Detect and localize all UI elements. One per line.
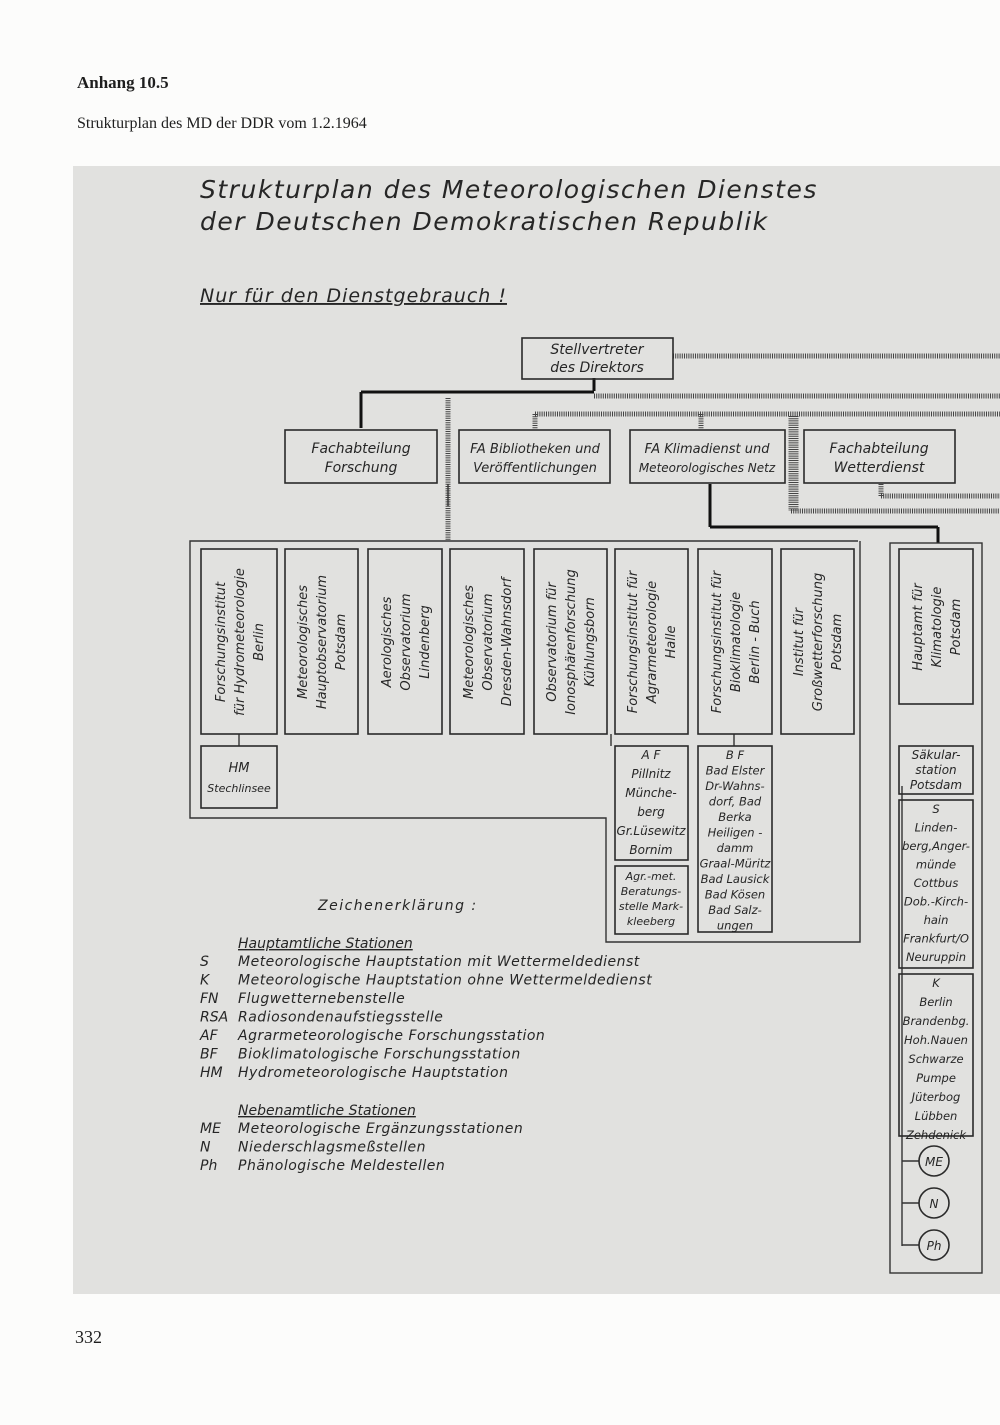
department-label-line2: Meteorologisches Netz [638,461,776,475]
legend-code: BF [200,1046,218,1063]
classification-note: Nur für den Dienstgebrauch ! [200,285,507,307]
institute-label-line: Ionosphärenforschung [564,569,579,715]
legend-code: FN [200,991,219,1007]
station-list-item: Bad Kösen [704,887,766,902]
legend-description: Meteorologische Ergänzungsstationen [238,1121,524,1137]
station-list-item: Linden- [914,820,958,835]
legend-description: Radiosondenaufstiegsstelle [238,1009,444,1026]
station-list-item: berg [637,805,665,819]
department-label-line1: Fachabteilung [311,441,411,457]
org-chart [73,166,1000,1294]
institute-label-line: Institut für [792,607,807,677]
department-label-line1: FA Bibliotheken und [470,442,600,457]
deputy-line1: Stellvertreter [550,342,644,358]
station-list-item: dorf, Bad [708,794,762,809]
institute-label-line: Observatorium [399,593,414,691]
hm-station-name: Stechlinsee [207,782,271,795]
legend-code: HM [200,1065,223,1081]
legend-description: Meteorologische Hauptstation mit Wettermeldedienst [238,954,640,970]
station-list-item: stelle Mark- [618,900,684,913]
department-label-line2: Forschung [324,460,398,476]
station-list-item: Dr-Wahns- [705,779,765,793]
legend-title: Zeichenerklärung : [318,898,478,914]
station-list-item: A F [641,748,661,762]
circle-me-label: ME [925,1155,943,1169]
institute-label-line: Lindenberg [418,605,433,679]
legend-code: AF [200,1028,218,1044]
institute-label-line: Forschungsinstitut für [626,570,641,714]
institute-labels [214,568,964,716]
legend-description: Flugwetternebenstelle [238,991,406,1007]
station-list-item: Bad Lausick [700,872,770,886]
scanned-chart [73,166,1000,1294]
station-list-item: Heiligen - [707,825,763,840]
page-number: 332 [75,1327,102,1347]
institute-label-line: Halle [664,625,679,659]
institute-label-line: Hauptobservatorium [315,574,330,710]
station-list-item: münde [915,857,957,872]
legend-description: Meteorologische Hauptstation ohne Wettermeldedienst [238,972,653,989]
institute-label-line: Potsdam [334,613,349,671]
station-list-item: Potsdam [909,778,963,792]
deputy-line2: des Direktors [550,360,644,376]
station-list-item: Cottbus [913,876,959,890]
legend-code: N [200,1139,211,1156]
institute-label-line: Berlin [252,623,267,661]
legend-main-items [199,954,652,1081]
legend-main-heading: Hauptamtliche Stationen [238,936,413,952]
station-list-item: ungen [716,918,754,933]
station-list-item: B F [725,748,745,762]
legend-description: Phänologische Meldestellen [238,1158,446,1174]
deputy-director-box [522,338,673,379]
hauptamt-label-line: Klimatologie [930,586,945,668]
hauptamt-label-line: Hauptamt für [911,583,926,671]
legend-code: RSA [200,1009,229,1026]
legend-secondary-heading: Nebenamtliche Stationen [238,1103,416,1119]
station-list-item: hain [923,913,949,927]
station-list-item: kleeberg [626,915,676,928]
station-list-item: Säkular- [911,748,961,762]
institute-label-line: Kühlungsborn [583,597,598,687]
institute-label-line: Agrarmeteorologie [645,580,660,704]
circle-n-label: N [929,1197,939,1211]
station-list-item: Bad Elster [705,763,765,778]
station-list-item: berg,Anger- [902,839,970,853]
station-list-item: Hoh.Nauen [904,1033,968,1047]
institute-label-line: Großwetterforschung [811,572,826,712]
institute-label-line: Bioklimatologie [729,591,744,693]
institute-label-line: Meteorologisches [462,585,477,699]
station-list-item: Berlin [919,995,953,1009]
station-list-item: Beratungs- [620,885,682,898]
institute-label-line: Observatorium [481,593,496,691]
legend-code: ME [200,1121,221,1137]
legend-code: K [200,972,210,989]
station-list-item: Bornim [629,843,673,857]
legend [199,898,652,1174]
legend-secondary-items [200,1121,523,1174]
station-list-item: Berka [718,810,752,824]
station-list-item: Agr.-met. [625,870,677,883]
station-list-item: Lübben [914,1109,958,1123]
legend-code: S [200,954,209,970]
legend-description: Agrarmeteorologische Forschungsstation [238,1028,546,1044]
department-label-line2: Veröffentlichungen [473,461,597,476]
station-list-item: damm [716,841,754,855]
station-list-item: Pumpe [916,1071,956,1085]
institute-label-line: Dresden-Wahnsdorf [500,577,515,707]
station-list-item: Schwarze [908,1052,964,1066]
department-label-line1: Fachabteilung [829,441,929,457]
department-label-line2: Wetterdienst [833,460,925,476]
station-list-item: Frankfurt/O [903,931,969,946]
figure-caption: Strukturplan des MD der DDR vom 1.2.1964 [77,115,367,132]
legend-description: Hydrometeorologische Hauptstation [238,1065,509,1081]
institute-label-line: Aerologisches [380,596,395,688]
institute-label-line: Observatorium für [545,582,560,702]
station-list-item: Jüterbog [911,1090,961,1104]
station-list-item: Bad Salz- [708,903,762,917]
station-list-item: Brandenbg. [902,1014,970,1028]
department-weather-service [804,430,955,483]
legend-description: Bioklimatologische Forschungsstation [238,1046,521,1063]
department-label-line1: FA Klimadienst und [644,442,770,457]
hauptamt-label-line: Potsdam [949,598,964,656]
legend-code: Ph [200,1158,218,1174]
station-list-item: Neuruppin [905,950,967,964]
department-libraries [459,430,610,483]
chart-title-line1: Strukturplan des Meteorologischen Dienstes [200,175,818,204]
appendix-label: Anhang 10.5 [77,73,169,92]
station-list-item: Münche- [625,786,677,800]
station-list-item: Graal-Müritz [699,856,771,871]
station-list-item: station [915,763,957,777]
hm-station-code: HM [228,761,250,776]
institute-label-line: Berlin - Buch [748,600,763,684]
institute-label-line: Meteorologisches [296,585,311,699]
station-list-item: K [932,976,940,990]
station-list-item: Gr.Lüsewitz [616,824,686,838]
legend-description: Niederschlagsmeßstellen [238,1139,426,1156]
department-climate-service [630,430,785,483]
station-list-item: Dob.-Kirch- [903,894,969,909]
department-research [285,430,437,483]
institute-label-line: Forschungsinstitut [214,581,229,703]
circle-ph-label: Ph [926,1239,942,1253]
station-list-item: Zehdenick [905,1128,967,1142]
institute-label-line: Potsdam [830,613,845,671]
station-list-item: Pillnitz [631,767,671,781]
station-list-item: S [932,802,940,816]
chart-title-line2: der Deutschen Demokratischen Republik [200,207,769,236]
institute-label-line: Forschungsinstitut für [710,570,725,714]
institute-label-line: für Hydrometeorologie [233,568,248,716]
